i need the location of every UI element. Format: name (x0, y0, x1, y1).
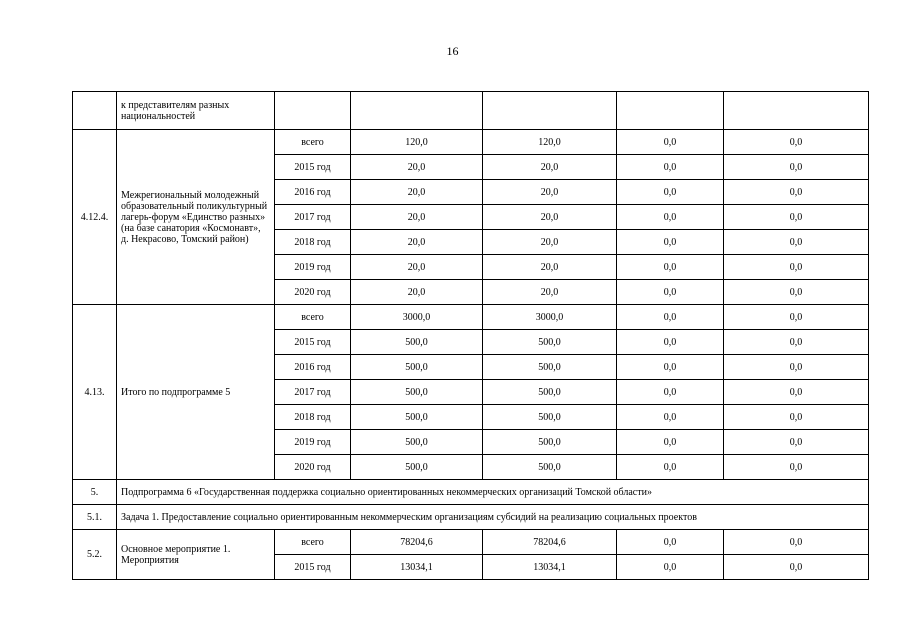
section-title-cell: Задача 1. Предоставление социально ориентированным некоммерческим организациям субсидий на реализацию социальных проектов (117, 505, 869, 530)
period-cell: всего (275, 130, 351, 155)
period-cell: 2016 год (275, 180, 351, 205)
table-row (73, 530, 869, 555)
period-cell: 2017 год (275, 205, 351, 230)
fed-cell: 20,0 (483, 230, 617, 255)
col3-cell: 0,0 (617, 130, 724, 155)
period-cell: 2016 год (275, 355, 351, 380)
col4-cell: 0,0 (724, 280, 869, 305)
col3-cell: 0,0 (617, 530, 724, 555)
col4-cell: 0,0 (724, 355, 869, 380)
col3-cell: 0,0 (617, 555, 724, 580)
period-cell: 2020 год (275, 280, 351, 305)
row-number-cell: 5.1. (73, 505, 117, 530)
period-cell: 2015 год (275, 330, 351, 355)
col3-cell: 0,0 (617, 455, 724, 480)
table-row (73, 305, 869, 330)
fed-cell: 500,0 (483, 355, 617, 380)
col4-cell: 0,0 (724, 130, 869, 155)
col3-cell: 0,0 (617, 230, 724, 255)
section-row (73, 480, 869, 505)
total-cell: 13034,1 (351, 555, 483, 580)
table-row (73, 130, 869, 155)
col4-cell: 0,0 (724, 230, 869, 255)
fed-cell: 78204,6 (483, 530, 617, 555)
row-number-cell: 5.2. (73, 530, 117, 580)
col4-cell: 0,0 (724, 430, 869, 455)
period-cell: всего (275, 530, 351, 555)
total-cell: 20,0 (351, 255, 483, 280)
period-cell: 2017 год (275, 380, 351, 405)
period-cell: 2018 год (275, 405, 351, 430)
col4-cell: 0,0 (724, 455, 869, 480)
col3-cell: 0,0 (617, 330, 724, 355)
budget-table (72, 91, 869, 580)
total-cell: 20,0 (351, 180, 483, 205)
row-name-cell: Основное мероприятие 1. Мероприятия (117, 530, 275, 580)
total-cell: 500,0 (351, 355, 483, 380)
total-cell: 3000,0 (351, 305, 483, 330)
period-cell: 2015 год (275, 155, 351, 180)
col3-cell (617, 92, 724, 130)
period-cell: 2020 год (275, 455, 351, 480)
fed-cell: 20,0 (483, 155, 617, 180)
col4-cell: 0,0 (724, 380, 869, 405)
col3-cell: 0,0 (617, 380, 724, 405)
total-cell: 20,0 (351, 155, 483, 180)
fed-cell: 500,0 (483, 455, 617, 480)
total-cell: 500,0 (351, 405, 483, 430)
row-number-cell: 4.12.4. (73, 130, 117, 305)
fed-cell: 20,0 (483, 205, 617, 230)
fed-cell: 20,0 (483, 180, 617, 205)
col3-cell: 0,0 (617, 155, 724, 180)
col4-cell: 0,0 (724, 555, 869, 580)
total-cell: 500,0 (351, 455, 483, 480)
total-cell: 20,0 (351, 280, 483, 305)
row-name-cell: Межрегиональный молодежный образовательный поликультурный лагерь-форум «Единство разных» (на базе санатория «Космонавт», д. Некрасово, Томский район) (117, 130, 275, 305)
col4-cell (724, 92, 869, 130)
total-cell: 500,0 (351, 380, 483, 405)
period-cell: 2019 год (275, 255, 351, 280)
col3-cell: 0,0 (617, 305, 724, 330)
col3-cell: 0,0 (617, 180, 724, 205)
col4-cell: 0,0 (724, 205, 869, 230)
col3-cell: 0,0 (617, 205, 724, 230)
period-cell: 2019 год (275, 430, 351, 455)
col3-cell: 0,0 (617, 255, 724, 280)
fed-cell: 120,0 (483, 130, 617, 155)
row-number-cell: 4.13. (73, 305, 117, 480)
total-cell: 20,0 (351, 230, 483, 255)
row-number-cell (73, 92, 117, 130)
period-cell: 2015 год (275, 555, 351, 580)
col4-cell: 0,0 (724, 180, 869, 205)
col3-cell: 0,0 (617, 430, 724, 455)
total-cell: 20,0 (351, 205, 483, 230)
col4-cell: 0,0 (724, 305, 869, 330)
fed-cell: 500,0 (483, 430, 617, 455)
fed-cell: 500,0 (483, 380, 617, 405)
col4-cell: 0,0 (724, 330, 869, 355)
fed-cell: 20,0 (483, 280, 617, 305)
col3-cell: 0,0 (617, 280, 724, 305)
col3-cell: 0,0 (617, 355, 724, 380)
col3-cell: 0,0 (617, 405, 724, 430)
table-row (73, 92, 869, 130)
fed-cell: 500,0 (483, 405, 617, 430)
total-cell: 500,0 (351, 430, 483, 455)
page-number: 16 (446, 44, 459, 58)
total-cell (351, 92, 483, 130)
fed-cell: 500,0 (483, 330, 617, 355)
row-name-cell: к представителям разных национальностей (117, 92, 275, 130)
col4-cell: 0,0 (724, 530, 869, 555)
fed-cell: 20,0 (483, 255, 617, 280)
total-cell: 500,0 (351, 330, 483, 355)
row-number-cell: 5. (73, 480, 117, 505)
fed-cell (483, 92, 617, 130)
fed-cell: 13034,1 (483, 555, 617, 580)
total-cell: 120,0 (351, 130, 483, 155)
total-cell: 78204,6 (351, 530, 483, 555)
row-name-cell: Итого по подпрограмме 5 (117, 305, 275, 480)
period-cell: всего (275, 305, 351, 330)
fed-cell: 3000,0 (483, 305, 617, 330)
col4-cell: 0,0 (724, 255, 869, 280)
period-cell: 2018 год (275, 230, 351, 255)
col4-cell: 0,0 (724, 155, 869, 180)
section-title-cell: Подпрограмма 6 «Государственная поддержка социально ориентированных некоммерческих организаций Томской области» (117, 480, 869, 505)
period-cell (275, 92, 351, 130)
section-row (73, 505, 869, 530)
col4-cell: 0,0 (724, 405, 869, 430)
